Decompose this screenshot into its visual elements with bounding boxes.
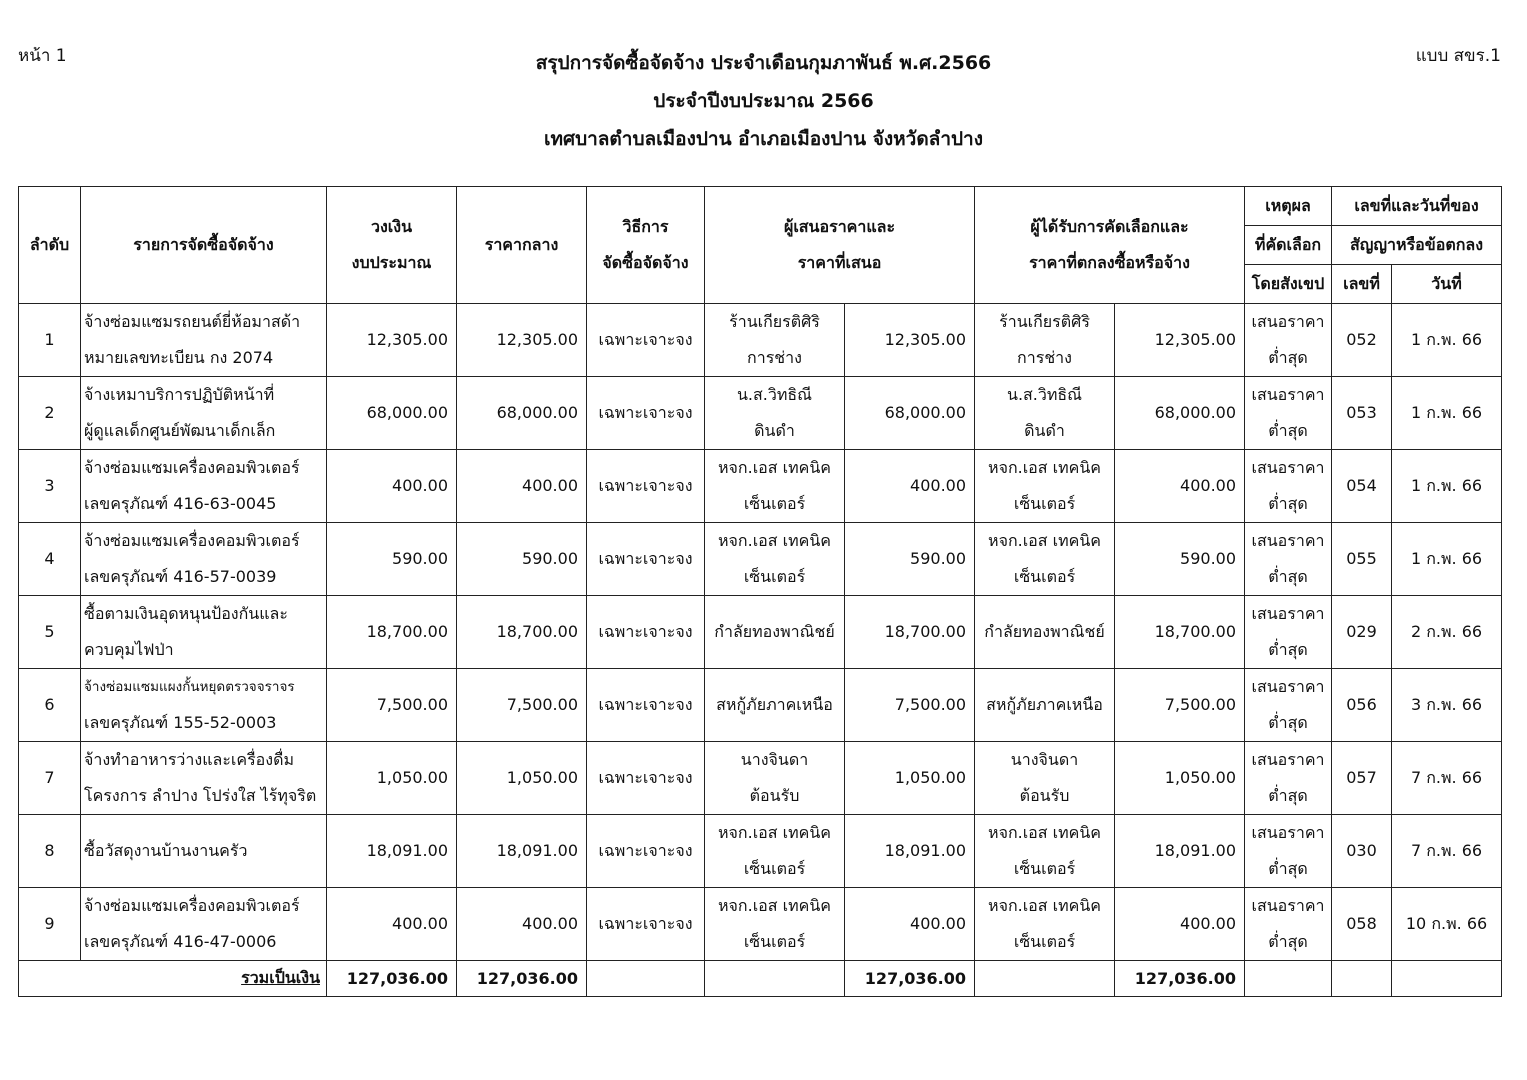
col-header-winner-line1: ผู้ได้รับการคัดเลือกและ — [1030, 217, 1189, 236]
cell-item-line2: เลขครุภัณฑ์ 155-52-0003 — [84, 713, 277, 732]
cell-item-line2: เลขครุภัณฑ์ 416-63-0045 — [84, 494, 277, 513]
cell-bidder-line2: ดินดำ — [754, 421, 795, 440]
table-row — [19, 742, 1502, 815]
col-header-bidders-line1: ผู้เสนอราคาและ — [783, 217, 896, 236]
cell-seq: 7 — [19, 742, 81, 815]
procurement-summary-table — [18, 186, 1502, 997]
cell-seq: 9 — [19, 888, 81, 961]
cell-budget: 590.00 — [327, 523, 457, 596]
cell-median: 1,050.00 — [457, 742, 587, 815]
table-footer — [19, 961, 1502, 997]
col-header-winner — [975, 187, 1245, 304]
total-bid-price: 127,036.00 — [845, 961, 975, 997]
table-header — [19, 187, 1502, 304]
cell-winner-line1: หจก.เอส เทคนิค — [988, 823, 1101, 842]
cell-budget: 1,050.00 — [327, 742, 457, 815]
cell-reason-line2: ต่ำสุด — [1268, 494, 1308, 513]
cell-reason-line2: ต่ำสุด — [1268, 348, 1308, 367]
cell-bidder-line1: หจก.เอส เทคนิค — [718, 823, 831, 842]
cell-item — [81, 377, 327, 450]
cell-budget: 18,091.00 — [327, 815, 457, 888]
cell-reason-line1: เสนอราคา — [1251, 677, 1325, 696]
cell-winner — [975, 888, 1115, 961]
cell-reason — [1245, 742, 1332, 815]
cell-reason — [1245, 523, 1332, 596]
cell-bidder — [705, 742, 845, 815]
cell-item-line1: จ้างซ่อมแซมเครื่องคอมพิวเตอร์ — [84, 896, 300, 915]
cell-winner-line2: เซ็นเตอร์ — [1013, 567, 1076, 586]
col-header-reason-line3: โดยสังเขป — [1245, 265, 1332, 304]
cell-item — [81, 669, 327, 742]
cell-winner-line2: ต้อนรับ — [1019, 786, 1070, 805]
cell-bidder-line1: กำลัยทองพาณิชย์ — [714, 622, 835, 641]
cell-contract-no: 057 — [1332, 742, 1392, 815]
cell-item-line2: เลขครุภัณฑ์ 416-57-0039 — [84, 567, 277, 586]
total-contract-date-empty — [1392, 961, 1502, 997]
cell-bid-price: 400.00 — [845, 450, 975, 523]
cell-contract-date: 10 ก.พ. 66 — [1392, 888, 1502, 961]
table-row — [19, 669, 1502, 742]
cell-reason-line1: เสนอราคา — [1251, 312, 1325, 331]
col-header-seq: ลำดับ — [19, 187, 81, 304]
cell-bid-price: 1,050.00 — [845, 742, 975, 815]
cell-method: เฉพาะเจาะจง — [587, 304, 705, 377]
cell-method: เฉพาะเจาะจง — [587, 523, 705, 596]
fiscal-year-subtitle: ประจำปีงบประมาณ 2566 — [653, 90, 874, 112]
cell-win-price: 68,000.00 — [1115, 377, 1245, 450]
cell-contract-no: 056 — [1332, 669, 1392, 742]
total-win-price: 127,036.00 — [1115, 961, 1245, 997]
cell-reason — [1245, 450, 1332, 523]
cell-bidder — [705, 450, 845, 523]
cell-method: เฉพาะเจาะจง — [587, 888, 705, 961]
cell-budget: 18,700.00 — [327, 596, 457, 669]
cell-median: 400.00 — [457, 888, 587, 961]
cell-winner-line1: สหกู้ภัยภาคเหนือ — [986, 695, 1103, 714]
cell-reason-line2: ต่ำสุด — [1268, 421, 1308, 440]
cell-win-price: 1,050.00 — [1115, 742, 1245, 815]
col-header-contract-no: เลขที่ — [1332, 265, 1392, 304]
cell-item-line1: จ้างซ่อมแซมรถยนต์ยี่ห้อมาสด้า — [84, 312, 301, 331]
cell-method: เฉพาะเจาะจง — [587, 596, 705, 669]
cell-item-line2: เลขครุภัณฑ์ 416-47-0006 — [84, 932, 277, 951]
cell-reason — [1245, 304, 1332, 377]
cell-item-line1: จ้างซ่อมแซมแผงกั้นหยุดตรวจจราจร — [84, 679, 295, 695]
cell-bid-price: 18,091.00 — [845, 815, 975, 888]
total-winner-empty — [975, 961, 1115, 997]
total-method-empty — [587, 961, 705, 997]
cell-bidder — [705, 669, 845, 742]
cell-winner-line1: ร้านเกียรติศิริ — [999, 312, 1090, 331]
cell-seq: 2 — [19, 377, 81, 450]
cell-contract-no: 055 — [1332, 523, 1392, 596]
cell-winner — [975, 450, 1115, 523]
cell-item-line2: ผู้ดูแลเด็กศูนย์พัฒนาเด็กเล็ก — [84, 421, 276, 440]
col-header-method-line1: วิธีการ — [622, 217, 669, 236]
cell-reason-line2: ต่ำสุด — [1268, 932, 1308, 951]
cell-winner-line1: น.ส.วิทธิณี — [1007, 385, 1083, 404]
document-title: สรุปการจัดซื้อจัดจ้าง ประจำเดือนกุมภาพันธ์ พ.ศ.2566 — [535, 52, 992, 74]
cell-budget: 7,500.00 — [327, 669, 457, 742]
cell-reason — [1245, 596, 1332, 669]
cell-median: 400.00 — [457, 450, 587, 523]
cell-bidder — [705, 888, 845, 961]
page-number-label: หน้า 1 — [18, 46, 67, 66]
cell-reason — [1245, 669, 1332, 742]
cell-win-price: 590.00 — [1115, 523, 1245, 596]
table-row — [19, 304, 1502, 377]
cell-seq: 1 — [19, 304, 81, 377]
cell-bidder-line1: หจก.เอส เทคนิค — [718, 458, 831, 477]
cell-bidder — [705, 596, 845, 669]
cell-contract-date: 1 ก.พ. 66 — [1392, 523, 1502, 596]
cell-winner-line1: กำลัยทองพาณิชย์ — [984, 622, 1105, 641]
col-header-reason-line2: ที่คัดเลือก — [1245, 226, 1332, 265]
cell-bid-price: 590.00 — [845, 523, 975, 596]
cell-method: เฉพาะเจาะจง — [587, 815, 705, 888]
form-code-label: แบบ สขร.1 — [1415, 46, 1501, 66]
cell-bidder-line2: การช่าง — [747, 348, 802, 367]
document-title-block — [0, 44, 1527, 158]
cell-winner-line2: เซ็นเตอร์ — [1013, 859, 1076, 878]
total-median: 127,036.00 — [457, 961, 587, 997]
cell-item — [81, 450, 327, 523]
col-header-bidders — [705, 187, 975, 304]
cell-item-line1: ซื้อวัสดุงานบ้านงานครัว — [84, 841, 248, 860]
cell-bidder — [705, 523, 845, 596]
col-header-budget-line2: งบประมาณ — [351, 253, 432, 272]
cell-bidder-line2: เซ็นเตอร์ — [743, 567, 806, 586]
cell-item — [81, 888, 327, 961]
cell-winner-line2: เซ็นเตอร์ — [1013, 494, 1076, 513]
cell-seq: 3 — [19, 450, 81, 523]
cell-item — [81, 596, 327, 669]
cell-contract-date: 3 ก.พ. 66 — [1392, 669, 1502, 742]
cell-winner — [975, 596, 1115, 669]
total-label: รวมเป็นเงิน — [19, 961, 327, 997]
table-row — [19, 523, 1502, 596]
col-header-budget — [327, 187, 457, 304]
cell-contract-date: 1 ก.พ. 66 — [1392, 377, 1502, 450]
cell-contract-no: 054 — [1332, 450, 1392, 523]
cell-item — [81, 523, 327, 596]
cell-item-line2: ควบคุมไฟป่า — [84, 640, 174, 659]
cell-item-line2: หมายเลขทะเบียน กง 2074 — [84, 348, 274, 367]
table-row — [19, 888, 1502, 961]
cell-contract-no: 058 — [1332, 888, 1392, 961]
cell-bidder — [705, 304, 845, 377]
cell-winner — [975, 377, 1115, 450]
cell-contract-date: 7 ก.พ. 66 — [1392, 815, 1502, 888]
total-bidder-empty — [705, 961, 845, 997]
cell-winner-line1: หจก.เอส เทคนิค — [988, 531, 1101, 550]
total-budget: 127,036.00 — [327, 961, 457, 997]
cell-reason-line1: เสนอราคา — [1251, 823, 1325, 842]
cell-median: 590.00 — [457, 523, 587, 596]
cell-contract-no: 052 — [1332, 304, 1392, 377]
cell-bidder-line2: ต้อนรับ — [749, 786, 800, 805]
col-header-budget-line1: วงเงิน — [370, 217, 412, 236]
cell-method: เฉพาะเจาะจง — [587, 450, 705, 523]
cell-bidder-line2: เซ็นเตอร์ — [743, 932, 806, 951]
cell-contract-no: 053 — [1332, 377, 1392, 450]
cell-budget: 400.00 — [327, 450, 457, 523]
cell-winner — [975, 669, 1115, 742]
cell-reason-line2: ต่ำสุด — [1268, 567, 1308, 586]
cell-winner-line1: หจก.เอส เทคนิค — [988, 458, 1101, 477]
cell-contract-no: 030 — [1332, 815, 1392, 888]
cell-bidder-line2: เซ็นเตอร์ — [743, 859, 806, 878]
table-body — [19, 304, 1502, 961]
cell-method: เฉพาะเจาะจง — [587, 669, 705, 742]
cell-reason-line2: ต่ำสุด — [1268, 713, 1308, 732]
cell-bid-price: 68,000.00 — [845, 377, 975, 450]
cell-item-line1: ซื้อตามเงินอุดหนุนป้องกันและ — [84, 604, 288, 623]
cell-win-price: 18,700.00 — [1115, 596, 1245, 669]
cell-bid-price: 12,305.00 — [845, 304, 975, 377]
cell-reason-line2: ต่ำสุด — [1268, 640, 1308, 659]
cell-median: 7,500.00 — [457, 669, 587, 742]
col-header-contract-line2: สัญญาหรือข้อตกลง — [1332, 226, 1502, 265]
cell-winner — [975, 815, 1115, 888]
cell-bidder-line1: ร้านเกียรติศิริ — [729, 312, 820, 331]
cell-reason-line1: เสนอราคา — [1251, 385, 1325, 404]
cell-bidder-line1: หจก.เอส เทคนิค — [718, 531, 831, 550]
col-header-contract-date: วันที่ — [1392, 265, 1502, 304]
cell-win-price: 400.00 — [1115, 888, 1245, 961]
cell-contract-date: 7 ก.พ. 66 — [1392, 742, 1502, 815]
cell-contract-date: 1 ก.พ. 66 — [1392, 450, 1502, 523]
col-header-reason-line1: เหตุผล — [1245, 187, 1332, 226]
cell-winner-line2: ดินดำ — [1024, 421, 1065, 440]
cell-contract-date: 1 ก.พ. 66 — [1392, 304, 1502, 377]
cell-reason-line2: ต่ำสุด — [1268, 859, 1308, 878]
cell-seq: 5 — [19, 596, 81, 669]
table-row — [19, 596, 1502, 669]
cell-winner — [975, 742, 1115, 815]
cell-budget: 400.00 — [327, 888, 457, 961]
cell-bidder-line1: นางจินดา — [740, 750, 809, 769]
cell-item — [81, 815, 327, 888]
col-header-item: รายการจัดซื้อจัดจ้าง — [81, 187, 327, 304]
cell-reason-line1: เสนอราคา — [1251, 896, 1325, 915]
cell-reason — [1245, 815, 1332, 888]
cell-method: เฉพาะเจาะจง — [587, 377, 705, 450]
cell-winner-line2: การช่าง — [1017, 348, 1072, 367]
cell-item-line1: จ้างทำอาหารว่างและเครื่องดื่ม — [84, 750, 295, 769]
cell-median: 18,091.00 — [457, 815, 587, 888]
col-header-contract-line1: เลขที่และวันที่ของ — [1332, 187, 1502, 226]
cell-bidder-line1: สหกู้ภัยภาคเหนือ — [716, 695, 833, 714]
cell-item-line1: จ้างซ่อมแซมเครื่องคอมพิวเตอร์ — [84, 531, 300, 550]
cell-median: 18,700.00 — [457, 596, 587, 669]
cell-bid-price: 400.00 — [845, 888, 975, 961]
cell-reason-line1: เสนอราคา — [1251, 750, 1325, 769]
total-contract-no-empty — [1332, 961, 1392, 997]
cell-bidder-line1: หจก.เอส เทคนิค — [718, 896, 831, 915]
cell-reason-line2: ต่ำสุด — [1268, 786, 1308, 805]
cell-reason-line1: เสนอราคา — [1251, 604, 1325, 623]
cell-win-price: 400.00 — [1115, 450, 1245, 523]
cell-item-line1: จ้างซ่อมแซมเครื่องคอมพิวเตอร์ — [84, 458, 300, 477]
total-reason-empty — [1245, 961, 1332, 997]
cell-method: เฉพาะเจาะจง — [587, 742, 705, 815]
cell-item — [81, 742, 327, 815]
cell-item — [81, 304, 327, 377]
cell-reason — [1245, 377, 1332, 450]
col-header-bidders-line2: ราคาที่เสนอ — [797, 253, 882, 272]
cell-reason-line1: เสนอราคา — [1251, 531, 1325, 550]
table-row — [19, 377, 1502, 450]
cell-winner-line2: เซ็นเตอร์ — [1013, 932, 1076, 951]
cell-win-price: 7,500.00 — [1115, 669, 1245, 742]
cell-item-line2: โครงการ ลำปาง โปร่งใส ไร้ทุจริต — [84, 786, 317, 805]
cell-bidder-line1: น.ส.วิทธิณี — [736, 385, 812, 404]
cell-winner — [975, 304, 1115, 377]
cell-reason — [1245, 888, 1332, 961]
cell-contract-no: 029 — [1332, 596, 1392, 669]
cell-seq: 8 — [19, 815, 81, 888]
cell-contract-date: 2 ก.พ. 66 — [1392, 596, 1502, 669]
cell-item-line1: จ้างเหมาบริการปฏิบัติหน้าที่ — [84, 385, 275, 404]
col-header-method — [587, 187, 705, 304]
table-row — [19, 815, 1502, 888]
cell-bid-price: 7,500.00 — [845, 669, 975, 742]
cell-median: 12,305.00 — [457, 304, 587, 377]
municipality-subtitle: เทศบาลตำบลเมืองปาน อำเภอเมืองปาน จังหวัดลำปาง — [543, 128, 983, 150]
cell-winner — [975, 523, 1115, 596]
table-row — [19, 450, 1502, 523]
cell-bid-price: 18,700.00 — [845, 596, 975, 669]
cell-winner-line1: หจก.เอส เทคนิค — [988, 896, 1101, 915]
cell-seq: 6 — [19, 669, 81, 742]
cell-win-price: 12,305.00 — [1115, 304, 1245, 377]
col-header-median: ราคากลาง — [457, 187, 587, 304]
cell-bidder — [705, 377, 845, 450]
cell-winner-line1: นางจินดา — [1010, 750, 1079, 769]
cell-budget: 68,000.00 — [327, 377, 457, 450]
cell-median: 68,000.00 — [457, 377, 587, 450]
cell-bidder-line2: เซ็นเตอร์ — [743, 494, 806, 513]
col-header-winner-line2: ราคาที่ตกลงซื้อหรือจ้าง — [1029, 253, 1190, 272]
cell-seq: 4 — [19, 523, 81, 596]
col-header-method-line2: จัดซื้อจัดจ้าง — [602, 253, 689, 272]
cell-win-price: 18,091.00 — [1115, 815, 1245, 888]
cell-reason-line1: เสนอราคา — [1251, 458, 1325, 477]
cell-bidder — [705, 815, 845, 888]
cell-budget: 12,305.00 — [327, 304, 457, 377]
